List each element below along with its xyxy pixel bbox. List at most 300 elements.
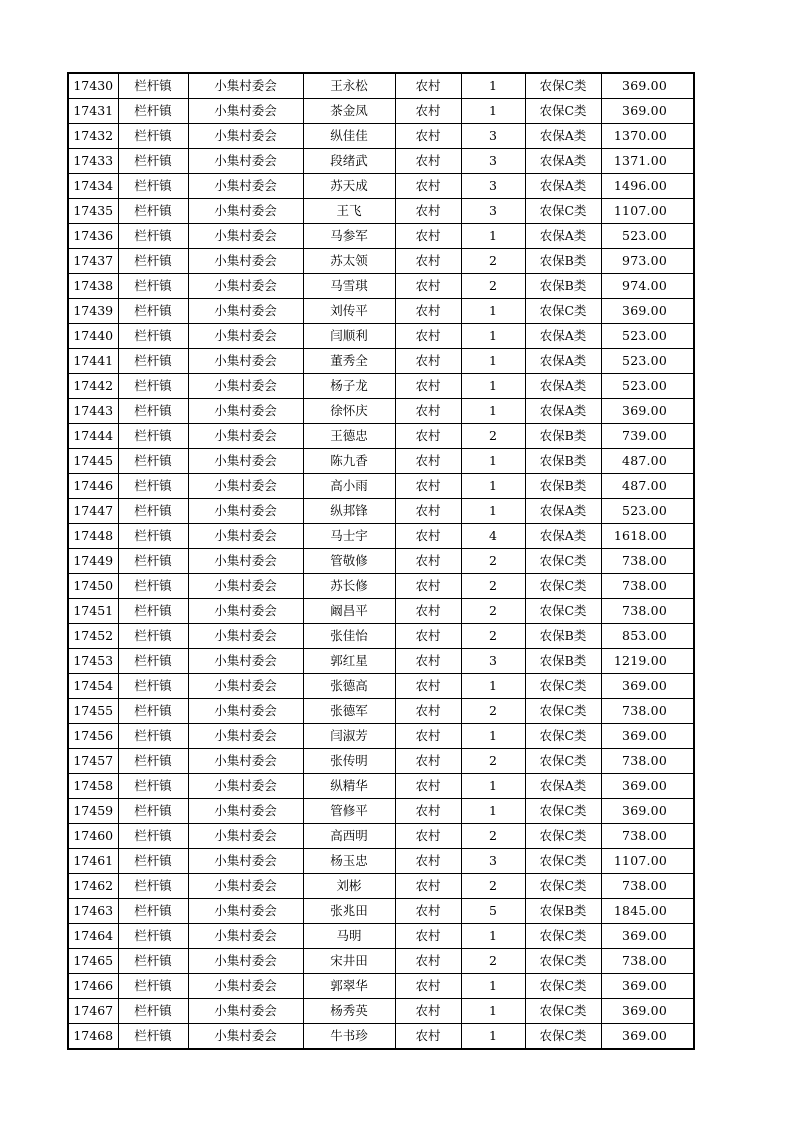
household-count-cell: 3 [461,124,525,149]
name-cell: 张德高 [303,674,395,699]
table-row [68,874,694,899]
category-cell: 农保C类 [525,299,601,324]
name-cell: 马参军 [303,224,395,249]
name-cell: 纵佳佳 [303,124,395,149]
village-committee-cell: 小集村委会 [188,899,303,924]
table-row [68,274,694,299]
serial-cell: 17435 [68,199,118,224]
name-cell: 高西明 [303,824,395,849]
category-cell: 农保C类 [525,73,601,99]
serial-cell: 17457 [68,749,118,774]
serial-cell: 17455 [68,699,118,724]
amount-cell: 369.00 [601,774,694,799]
village-committee-cell: 小集村委会 [188,149,303,174]
name-cell: 管敬修 [303,549,395,574]
household-count-cell: 2 [461,599,525,624]
area-type-cell: 农村 [395,924,461,949]
area-type-cell: 农村 [395,724,461,749]
category-cell: 农保C类 [525,99,601,124]
table-row [68,724,694,749]
village-committee-cell: 小集村委会 [188,124,303,149]
village-committee-cell: 小集村委会 [188,73,303,99]
village-committee-cell: 小集村委会 [188,949,303,974]
village-committee-cell: 小集村委会 [188,224,303,249]
household-count-cell: 1 [461,349,525,374]
village-committee-cell: 小集村委会 [188,674,303,699]
name-cell: 苏太领 [303,249,395,274]
area-type-cell: 农村 [395,124,461,149]
category-cell: 农保A类 [525,349,601,374]
village-committee-cell: 小集村委会 [188,324,303,349]
town-cell: 栏杆镇 [118,1024,188,1050]
area-type-cell: 农村 [395,174,461,199]
town-cell: 栏杆镇 [118,73,188,99]
table-row [68,674,694,699]
town-cell: 栏杆镇 [118,99,188,124]
name-cell: 马明 [303,924,395,949]
household-count-cell: 1 [461,324,525,349]
household-count-cell: 2 [461,824,525,849]
amount-cell: 523.00 [601,324,694,349]
name-cell: 马士宇 [303,524,395,549]
category-cell: 农保B类 [525,899,601,924]
village-committee-cell: 小集村委会 [188,649,303,674]
serial-cell: 17454 [68,674,118,699]
area-type-cell: 农村 [395,599,461,624]
town-cell: 栏杆镇 [118,524,188,549]
serial-cell: 17436 [68,224,118,249]
household-count-cell: 1 [461,724,525,749]
category-cell: 农保C类 [525,599,601,624]
household-count-cell: 1 [461,73,525,99]
serial-cell: 17453 [68,649,118,674]
area-type-cell: 农村 [395,974,461,999]
town-cell: 栏杆镇 [118,149,188,174]
amount-cell: 369.00 [601,999,694,1024]
name-cell: 管修平 [303,799,395,824]
area-type-cell: 农村 [395,799,461,824]
village-committee-cell: 小集村委会 [188,399,303,424]
town-cell: 栏杆镇 [118,974,188,999]
table-row [68,474,694,499]
household-count-cell: 2 [461,549,525,574]
amount-cell: 369.00 [601,724,694,749]
table-row [68,949,694,974]
serial-cell: 17464 [68,924,118,949]
amount-cell: 738.00 [601,599,694,624]
category-cell: 农保A类 [525,524,601,549]
household-count-cell: 2 [461,424,525,449]
serial-cell: 17434 [68,174,118,199]
category-cell: 农保C类 [525,749,601,774]
table-row [68,149,694,174]
amount-cell: 1371.00 [601,149,694,174]
area-type-cell: 农村 [395,999,461,1024]
town-cell: 栏杆镇 [118,924,188,949]
data-table [67,72,695,1050]
household-count-cell: 2 [461,699,525,724]
name-cell: 徐怀庆 [303,399,395,424]
household-count-cell: 1 [461,924,525,949]
area-type-cell: 农村 [395,224,461,249]
household-count-cell: 2 [461,249,525,274]
serial-cell: 17462 [68,874,118,899]
name-cell: 刘彬 [303,874,395,899]
area-type-cell: 农村 [395,874,461,899]
name-cell: 杨玉忠 [303,849,395,874]
town-cell: 栏杆镇 [118,724,188,749]
town-cell: 栏杆镇 [118,749,188,774]
category-cell: 农保B类 [525,449,601,474]
category-cell: 农保B类 [525,274,601,299]
name-cell: 郭翠华 [303,974,395,999]
name-cell: 闫淑芳 [303,724,395,749]
amount-cell: 1107.00 [601,849,694,874]
town-cell: 栏杆镇 [118,774,188,799]
table-row [68,699,694,724]
household-count-cell: 1 [461,449,525,474]
category-cell: 农保B类 [525,424,601,449]
name-cell: 张德军 [303,699,395,724]
name-cell: 陈九香 [303,449,395,474]
category-cell: 农保B类 [525,624,601,649]
area-type-cell: 农村 [395,699,461,724]
name-cell: 苏天成 [303,174,395,199]
area-type-cell: 农村 [395,474,461,499]
table-row [68,374,694,399]
town-cell: 栏杆镇 [118,999,188,1024]
town-cell: 栏杆镇 [118,324,188,349]
table-row [68,799,694,824]
amount-cell: 369.00 [601,1024,694,1050]
name-cell: 王永松 [303,73,395,99]
area-type-cell: 农村 [395,374,461,399]
amount-cell: 1219.00 [601,649,694,674]
table-row [68,124,694,149]
category-cell: 农保C类 [525,699,601,724]
household-count-cell: 2 [461,874,525,899]
amount-cell: 1845.00 [601,899,694,924]
table-row [68,999,694,1024]
name-cell: 张佳怡 [303,624,395,649]
area-type-cell: 农村 [395,324,461,349]
household-count-cell: 2 [461,574,525,599]
serial-cell: 17442 [68,374,118,399]
area-type-cell: 农村 [395,274,461,299]
area-type-cell: 农村 [395,749,461,774]
village-committee-cell: 小集村委会 [188,874,303,899]
table-row [68,599,694,624]
serial-cell: 17444 [68,424,118,449]
household-count-cell: 2 [461,749,525,774]
table-row [68,549,694,574]
amount-cell: 369.00 [601,924,694,949]
area-type-cell: 农村 [395,449,461,474]
village-committee-cell: 小集村委会 [188,624,303,649]
village-committee-cell: 小集村委会 [188,974,303,999]
area-type-cell: 农村 [395,849,461,874]
household-count-cell: 3 [461,149,525,174]
village-committee-cell: 小集村委会 [188,449,303,474]
household-count-cell: 1 [461,974,525,999]
amount-cell: 369.00 [601,674,694,699]
area-type-cell: 农村 [395,774,461,799]
household-count-cell: 3 [461,199,525,224]
serial-cell: 17430 [68,73,118,99]
village-committee-cell: 小集村委会 [188,299,303,324]
village-committee-cell: 小集村委会 [188,799,303,824]
household-count-cell: 3 [461,649,525,674]
area-type-cell: 农村 [395,249,461,274]
category-cell: 农保C类 [525,674,601,699]
amount-cell: 369.00 [601,399,694,424]
town-cell: 栏杆镇 [118,799,188,824]
serial-cell: 17456 [68,724,118,749]
category-cell: 农保C类 [525,799,601,824]
category-cell: 农保C类 [525,574,601,599]
table-body [68,73,694,1049]
category-cell: 农保A类 [525,324,601,349]
household-count-cell: 2 [461,274,525,299]
amount-cell: 1107.00 [601,199,694,224]
village-committee-cell: 小集村委会 [188,774,303,799]
serial-cell: 17458 [68,774,118,799]
serial-cell: 17461 [68,849,118,874]
name-cell: 阚昌平 [303,599,395,624]
name-cell: 马雪琪 [303,274,395,299]
town-cell: 栏杆镇 [118,299,188,324]
household-count-cell: 1 [461,999,525,1024]
category-cell: 农保A类 [525,374,601,399]
table-row [68,924,694,949]
name-cell: 高小雨 [303,474,395,499]
serial-cell: 17443 [68,399,118,424]
name-cell: 段绪武 [303,149,395,174]
area-type-cell: 农村 [395,649,461,674]
category-cell: 农保A类 [525,174,601,199]
area-type-cell: 农村 [395,549,461,574]
amount-cell: 369.00 [601,799,694,824]
table-row [68,349,694,374]
name-cell: 杨子龙 [303,374,395,399]
table-row [68,649,694,674]
town-cell: 栏杆镇 [118,474,188,499]
household-count-cell: 1 [461,774,525,799]
table-row [68,574,694,599]
town-cell: 栏杆镇 [118,199,188,224]
amount-cell: 1618.00 [601,524,694,549]
town-cell: 栏杆镇 [118,849,188,874]
area-type-cell: 农村 [395,149,461,174]
amount-cell: 738.00 [601,574,694,599]
town-cell: 栏杆镇 [118,649,188,674]
village-committee-cell: 小集村委会 [188,549,303,574]
village-committee-cell: 小集村委会 [188,1024,303,1050]
serial-cell: 17459 [68,799,118,824]
town-cell: 栏杆镇 [118,224,188,249]
amount-cell: 738.00 [601,749,694,774]
area-type-cell: 农村 [395,299,461,324]
town-cell: 栏杆镇 [118,599,188,624]
village-committee-cell: 小集村委会 [188,499,303,524]
category-cell: 农保C类 [525,999,601,1024]
table-row [68,73,694,99]
name-cell: 张兆田 [303,899,395,924]
category-cell: 农保B类 [525,474,601,499]
area-type-cell: 农村 [395,73,461,99]
serial-cell: 17448 [68,524,118,549]
name-cell: 杨秀英 [303,999,395,1024]
serial-cell: 17467 [68,999,118,1024]
amount-cell: 738.00 [601,824,694,849]
household-count-cell: 2 [461,949,525,974]
household-count-cell: 1 [461,799,525,824]
table-row [68,174,694,199]
amount-cell: 369.00 [601,299,694,324]
name-cell: 纵邦锋 [303,499,395,524]
area-type-cell: 农村 [395,424,461,449]
amount-cell: 369.00 [601,99,694,124]
village-committee-cell: 小集村委会 [188,249,303,274]
town-cell: 栏杆镇 [118,574,188,599]
village-committee-cell: 小集村委会 [188,699,303,724]
table-row [68,324,694,349]
village-committee-cell: 小集村委会 [188,574,303,599]
town-cell: 栏杆镇 [118,674,188,699]
name-cell: 闫顺利 [303,324,395,349]
name-cell: 刘传平 [303,299,395,324]
category-cell: 农保A类 [525,124,601,149]
town-cell: 栏杆镇 [118,499,188,524]
town-cell: 栏杆镇 [118,249,188,274]
table-row [68,1024,694,1050]
table-row [68,749,694,774]
serial-cell: 17452 [68,624,118,649]
category-cell: 农保C类 [525,549,601,574]
serial-cell: 17468 [68,1024,118,1050]
household-count-cell: 2 [461,624,525,649]
serial-cell: 17446 [68,474,118,499]
amount-cell: 738.00 [601,699,694,724]
name-cell: 郭红星 [303,649,395,674]
name-cell: 苏长修 [303,574,395,599]
area-type-cell: 农村 [395,949,461,974]
amount-cell: 487.00 [601,449,694,474]
serial-cell: 17439 [68,299,118,324]
category-cell: 农保C类 [525,1024,601,1050]
serial-cell: 17437 [68,249,118,274]
household-count-cell: 1 [461,499,525,524]
serial-cell: 17440 [68,324,118,349]
town-cell: 栏杆镇 [118,124,188,149]
town-cell: 栏杆镇 [118,824,188,849]
village-committee-cell: 小集村委会 [188,424,303,449]
household-count-cell: 1 [461,299,525,324]
serial-cell: 17465 [68,949,118,974]
household-count-cell: 3 [461,174,525,199]
amount-cell: 738.00 [601,949,694,974]
category-cell: 农保A类 [525,774,601,799]
amount-cell: 487.00 [601,474,694,499]
amount-cell: 974.00 [601,274,694,299]
area-type-cell: 农村 [395,899,461,924]
area-type-cell: 农村 [395,824,461,849]
village-committee-cell: 小集村委会 [188,824,303,849]
amount-cell: 973.00 [601,249,694,274]
village-committee-cell: 小集村委会 [188,924,303,949]
village-committee-cell: 小集村委会 [188,199,303,224]
town-cell: 栏杆镇 [118,949,188,974]
household-count-cell: 1 [461,399,525,424]
category-cell: 农保C类 [525,199,601,224]
table-row [68,524,694,549]
table-row [68,774,694,799]
household-count-cell: 4 [461,524,525,549]
category-cell: 农保A类 [525,399,601,424]
town-cell: 栏杆镇 [118,174,188,199]
area-type-cell: 农村 [395,99,461,124]
amount-cell: 738.00 [601,874,694,899]
serial-cell: 17466 [68,974,118,999]
name-cell: 董秀全 [303,349,395,374]
area-type-cell: 农村 [395,1024,461,1050]
table-row [68,399,694,424]
serial-cell: 17449 [68,549,118,574]
category-cell: 农保A类 [525,224,601,249]
household-count-cell: 1 [461,1024,525,1050]
table-row [68,224,694,249]
category-cell: 农保C类 [525,874,601,899]
serial-cell: 17463 [68,899,118,924]
serial-cell: 17460 [68,824,118,849]
area-type-cell: 农村 [395,674,461,699]
table-row [68,824,694,849]
household-count-cell: 1 [461,99,525,124]
amount-cell: 523.00 [601,224,694,249]
village-committee-cell: 小集村委会 [188,474,303,499]
town-cell: 栏杆镇 [118,549,188,574]
table-row [68,249,694,274]
name-cell: 王飞 [303,199,395,224]
village-committee-cell: 小集村委会 [188,749,303,774]
name-cell: 王德忠 [303,424,395,449]
town-cell: 栏杆镇 [118,874,188,899]
table-row [68,449,694,474]
serial-cell: 17450 [68,574,118,599]
category-cell: 农保C类 [525,849,601,874]
table-row [68,499,694,524]
household-count-cell: 1 [461,474,525,499]
table-row [68,424,694,449]
amount-cell: 739.00 [601,424,694,449]
village-committee-cell: 小集村委会 [188,349,303,374]
area-type-cell: 农村 [395,199,461,224]
village-committee-cell: 小集村委会 [188,524,303,549]
table-row [68,899,694,924]
area-type-cell: 农村 [395,524,461,549]
town-cell: 栏杆镇 [118,449,188,474]
town-cell: 栏杆镇 [118,899,188,924]
town-cell: 栏杆镇 [118,399,188,424]
amount-cell: 738.00 [601,549,694,574]
amount-cell: 369.00 [601,73,694,99]
serial-cell: 17438 [68,274,118,299]
household-count-cell: 1 [461,374,525,399]
town-cell: 栏杆镇 [118,274,188,299]
category-cell: 农保C类 [525,824,601,849]
serial-cell: 17441 [68,349,118,374]
amount-cell: 523.00 [601,374,694,399]
